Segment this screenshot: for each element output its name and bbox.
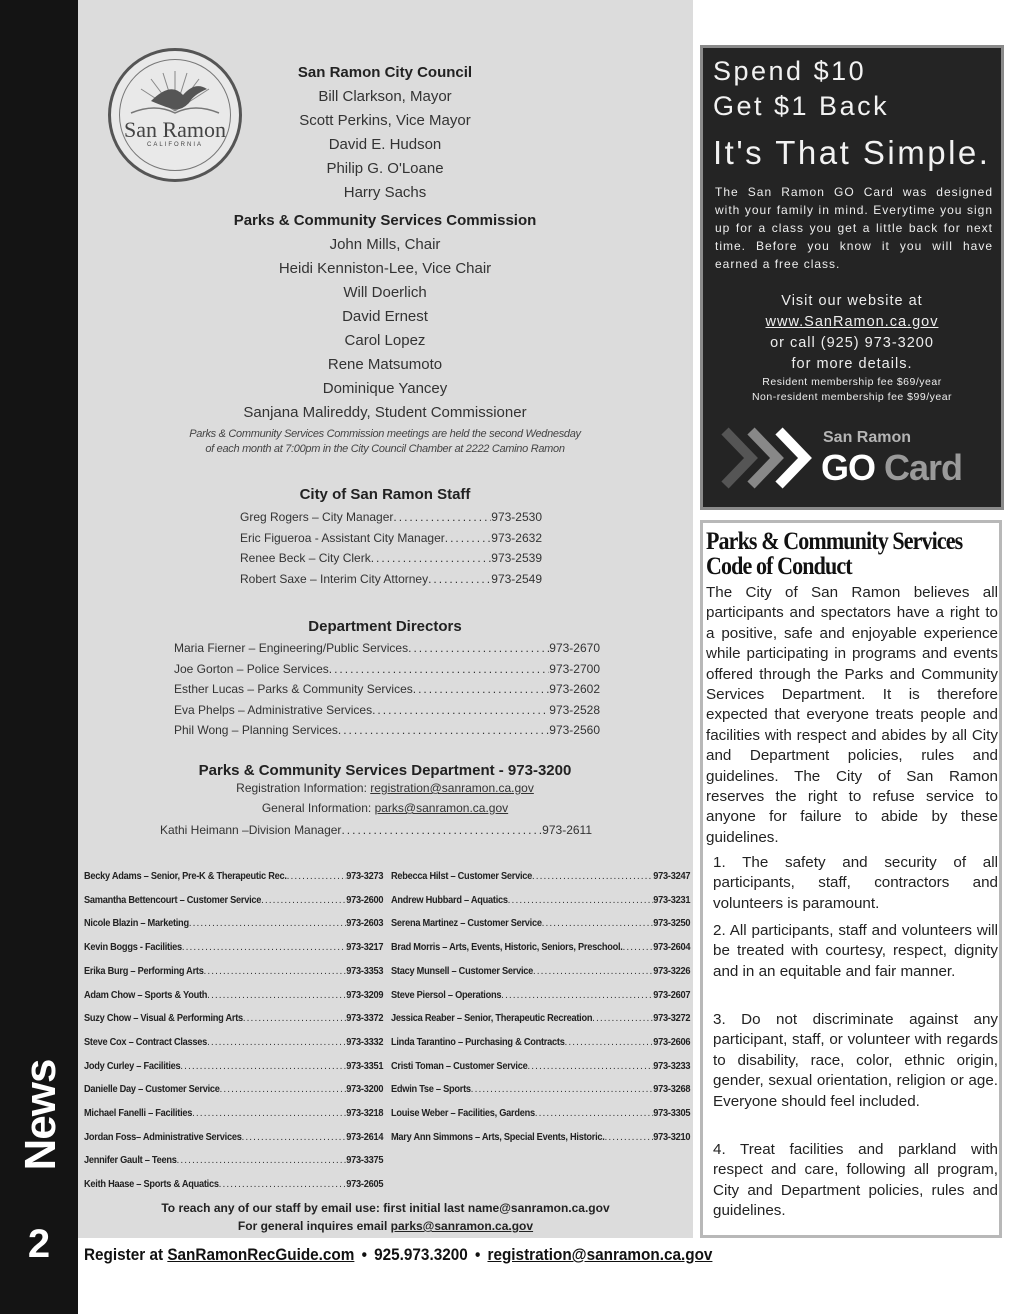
department-info (150, 762, 620, 819)
staff-entry: Samantha Bettencourt – Customer Service ..... 973-2600 (84, 889, 383, 913)
promo-body: The San Ramon GO Card was designed with your family in mind. Everytime you sign up for a class you get a little back for next time. Before you know it you will have earned a free class. (715, 185, 993, 271)
city-seal-logo: San Ramon CALIFORNIA (108, 48, 242, 182)
commission-member: Will Doerlich (343, 284, 427, 301)
city-council (170, 64, 600, 205)
general-email-link[interactable]: parks@sanramon.ca.gov (374, 801, 509, 815)
city-staff-heading: City of San Ramon Staff (299, 486, 471, 503)
commission-heading: Parks & Community Services Commission (233, 212, 537, 229)
commission-member: Sanjana Malireddy, Student Commissioner (243, 404, 527, 421)
conduct-rule: 1. The safety and security of all participants, staff, contractors and volunteers is paramount. (713, 854, 998, 912)
page-number: 2 (27, 1222, 51, 1266)
director-row: Eva Phelps – Administrative Services ..... 973-2528 (174, 700, 600, 721)
footer-bar (84, 1245, 714, 1275)
registration-email-link-footer[interactable]: registration@sanramon.ca.gov (487, 1245, 713, 1264)
director-row: Esther Lucas – Parks & Community Services ..... 973-2602 (174, 679, 600, 700)
staff-entry: Michael Fanelli – Facilities ..... 973-3218 (84, 1102, 383, 1126)
staff-entry: Becky Adams – Senior, Pre-K & Therapeutic Rec. ..... 973-3273 (84, 865, 383, 889)
staff-list-left (84, 865, 424, 1197)
director-row: Joe Gorton – Police Services ..... 973-2700 (174, 659, 600, 680)
staff-entry: Linda Tarantino – Purchasing & Contracts ..... 973-2606 (391, 1031, 690, 1055)
general-inquiry-note: For general inquires email parks@sanramon.ca.gov (237, 1219, 534, 1233)
staff-entry: Louise Weber – Facilities, Gardens ..... 973-3305 (391, 1102, 690, 1126)
general-info: General Information: parks@sanramon.ca.gov (261, 801, 509, 815)
section-label: News (16, 1059, 65, 1171)
city-staff-list (240, 507, 542, 589)
commission-note: Parks & Community Services Commission meetings are held the second Wednesday (189, 428, 581, 440)
staff-entry: Nicole Blazin – Marketing ..... 973-2603 (84, 912, 383, 936)
sidebar (0, 0, 78, 1314)
staff-entry: Erika Burg – Performing Arts ..... 973-3353 (84, 960, 383, 984)
director-row: Maria Fierner – Engineering/Public Services ..... 973-2670 (174, 638, 600, 659)
staff-row: Renee Beck – City Clerk ..... 973-2539 (240, 548, 542, 569)
staff-entry: Stacy Munsell – Customer Service ..... 973-3226 (391, 960, 690, 984)
staff-row: Eric Figueroa - Assistant City Manager ..... 973-2632 (240, 528, 542, 549)
staff-entry: Kevin Boggs - Facilities ..... 973-3217 (84, 936, 383, 960)
registration-info: Registration Information: registration@sanramon.ca.gov (236, 781, 534, 795)
conduct-title: Parks & Community Services Code of Conduct (706, 528, 963, 580)
staff-entry: Steve Cox – Contract Classes ..... 973-3332 (84, 1031, 383, 1055)
council-heading: San Ramon City Council (297, 64, 473, 81)
staff-entry: Jordan Foss– Administrative Services ..... 973-2614 (84, 1126, 383, 1150)
commission-member: John Mills, Chair (329, 236, 441, 253)
commission-member: David Ernest (342, 308, 428, 325)
resident-fee: Resident membership fee $69/year (762, 376, 942, 388)
website-link[interactable]: www.SanRamon.ca.gov (765, 314, 939, 330)
staff-entry: Adam Chow – Sports & Youth ..... 973-3209 (84, 984, 383, 1008)
conduct-rule: 2. All participants, staff and volunteers will be treated with courtesy, respect, dignity and in an equitable and fair manner. (713, 922, 998, 980)
department-heading: Parks & Community Services Department - 973-3200 (198, 762, 572, 779)
promo-headline-3: It's That Simple. (713, 134, 991, 171)
commission-member: Rene Matsumoto (327, 356, 443, 373)
promo-headline-2: Get $1 Back (713, 91, 890, 121)
directors-heading: Department Directors (308, 618, 462, 635)
promo-headline-1: Spend $10 (713, 56, 867, 86)
staff-row: Greg Rogers – City Manager ..... 973-2530 (240, 507, 542, 528)
staff-entry: Edwin Tse – Sports ..... 973-3268 (391, 1078, 690, 1102)
directors-heading-wrap (170, 618, 600, 635)
staff-entry: Jessica Reaber – Senior, Therapeutic Recreation ..... 973-3272 (391, 1007, 690, 1031)
council-member: Bill Clarkson, Mayor (318, 88, 452, 105)
staff-entry: Brad Morris – Arts, Events, Historic, Seniors, Preschool. ..... 973-2604 (391, 936, 690, 960)
footer-bullet: • (474, 1245, 481, 1264)
council-member: Philip G. O'Loane (326, 160, 444, 177)
commission-member: Dominique Yancey (322, 380, 448, 397)
staff-email-note: To reach any of our staff by email use: first initial last name@sanramon.ca.gov (161, 1201, 610, 1215)
commission-member: Carol Lopez (344, 332, 426, 349)
staff-entry: Jody Curley – Facilities ..... 973-3351 (84, 1055, 383, 1079)
staff-entry: Jennifer Gault – Teens ..... 973-3375 (84, 1149, 383, 1173)
conduct-intro: The City of San Ramon believes all participants and spectators have a right to a positive, safe and enjoyable experience while participating in programs and events offered through the Parks and Community Services Department. It is therefore expected that everyone treats people and facilities with respect and abides by all City and Department policies, rules and guidelines. The City of San Ramon reserves the right to refuse service to anyone for failure to abide by these guidelines. (706, 584, 998, 846)
staff-entry: Serena Martinez – Customer Service ..... 973-3250 (391, 912, 690, 936)
staff-entry: Keith Haase – Sports & Aquatics ..... 973-2605 (84, 1173, 383, 1197)
nonresident-fee: Non-resident membership fee $99/year (751, 391, 953, 403)
staff-entry: Danielle Day – Customer Service ..... 973-3200 (84, 1078, 383, 1102)
manager-row: Kathi Heimann –Division Manager ..... 973-2611 (160, 820, 592, 841)
go-card-promo (700, 45, 1004, 510)
commission (150, 211, 620, 457)
commission-member: Heidi Kenniston-Lee, Vice Chair (278, 260, 492, 277)
staff-entry: Mary Ann Simmons – Arts, Special Events, Historic. ..... 973-3210 (391, 1126, 690, 1150)
directors-list (174, 638, 600, 741)
staff-entry: Cristi Toman – Customer Service ..... 973-3233 (391, 1055, 690, 1079)
conduct-rule: 3. Do not discriminate against any participant, staff, or volunteer with regards to disability, race, color, ethnic origin, gender, sexual orientation, religion or age. Everyone should feel included. (713, 1011, 998, 1110)
staff-row: Robert Saxe – Interim City Attorney ..... 973-2549 (240, 569, 542, 590)
division-manager (160, 820, 592, 841)
footer-bullet: • (361, 1245, 367, 1264)
commission-note: of each month at 7:00pm in the City Council Chamber at 2222 Camino Ramon (205, 443, 565, 455)
city-staff-heading-wrap (170, 486, 600, 503)
conduct-rule: 4. Treat facilities and parkland with respect and care, following all program, City and Department policies, rules and guidelines. (713, 1141, 998, 1220)
staff-entry: Andrew Hubbard – Aquatics ..... 973-3231 (391, 889, 690, 913)
staff-entry: Rebecca Hilst – Customer Service ..... 973-3247 (391, 865, 690, 889)
staff-entry: Steve Piersol – Operations ..... 973-2607 (391, 984, 690, 1008)
staff-list-right (391, 865, 731, 1149)
council-member: Harry Sachs (343, 184, 427, 201)
director-row: Phil Wong – Planning Services ..... 973-2560 (174, 720, 600, 741)
recguide-site-link[interactable]: SanRamonRecGuide.com (167, 1245, 355, 1264)
council-member: Scott Perkins, Vice Mayor (299, 112, 471, 129)
registration-email-link[interactable]: registration@sanramon.ca.gov (370, 781, 534, 795)
go-card-logo: San Ramon GO Card (721, 425, 991, 491)
chevron-arrows-icon (721, 425, 821, 491)
footer-phone: 925.973.3200 (374, 1245, 468, 1264)
general-inquiry-email-link[interactable]: parks@sanramon.ca.gov (390, 1219, 534, 1233)
staff-entry: Suzy Chow – Visual & Performing Arts ..... 973-3372 (84, 1007, 383, 1031)
council-member: David E. Hudson (328, 136, 442, 153)
register-label: Register at (84, 1245, 168, 1264)
promo-visit: Visit our website at www.SanRamon.ca.gov or call (925) 973-3200 for more details. (765, 293, 939, 372)
code-of-conduct (700, 520, 1002, 1238)
